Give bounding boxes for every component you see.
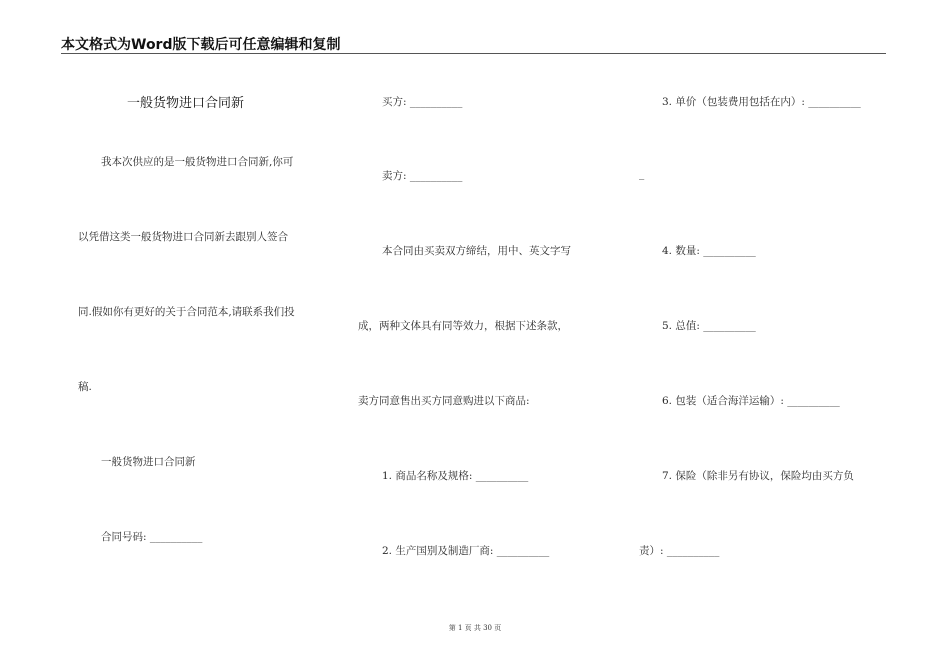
document-title: 一般货物进口合同新 (127, 96, 245, 111)
document-header-title: 本文格式为Word版下载后可任意编辑和复制 (61, 37, 341, 53)
item-6-packing: 6. 包装（适合海洋运输）: __________ (662, 395, 840, 407)
item-4-quantity: 4. 数量: __________ (662, 245, 756, 257)
contract-subtitle: 一般货物进口合同新 (101, 456, 196, 468)
item-3-continuation: _ (639, 168, 645, 180)
header-divider (61, 53, 886, 54)
item-2-origin-manufacturer: 2. 生产国别及制造厂商: __________ (382, 545, 550, 557)
intro-line-4: 稿. (78, 381, 92, 393)
contract-clause-line-1: 本合同由买卖双方缔结，用中、英文字写 (382, 245, 571, 257)
contract-clause-line-3: 卖方同意售出买方同意购进以下商品: (358, 395, 530, 407)
page-number: 第 1 页 共 30 页 (448, 624, 502, 632)
buyer-field: 买方: __________ (382, 96, 463, 108)
intro-line-2: 以凭借这类一般货物进口合同新去跟别人签合 (78, 231, 288, 243)
item-1-name-spec: 1. 商品名称及规格: __________ (382, 470, 529, 482)
seller-field: 卖方: __________ (382, 170, 463, 182)
item-7-insurance: 7. 保险（除非另有协议，保险均由买方负 (662, 470, 854, 482)
contract-clause-line-2: 成，两种文体具有同等效力，根据下述条款， (358, 320, 568, 332)
item-7-continuation: 责）: __________ (639, 545, 720, 557)
item-5-total-value: 5. 总值: __________ (662, 320, 756, 332)
intro-line-3: 同.假如你有更好的关于合同范本,请联系我们投 (78, 306, 295, 318)
intro-line-1: 我本次供应的是一般货物进口合同新,你可 (101, 156, 294, 168)
contract-number-field: 合同号码: __________ (101, 531, 203, 543)
item-3-unit-price: 3. 单价（包装费用包括在内）: __________ (662, 96, 861, 108)
